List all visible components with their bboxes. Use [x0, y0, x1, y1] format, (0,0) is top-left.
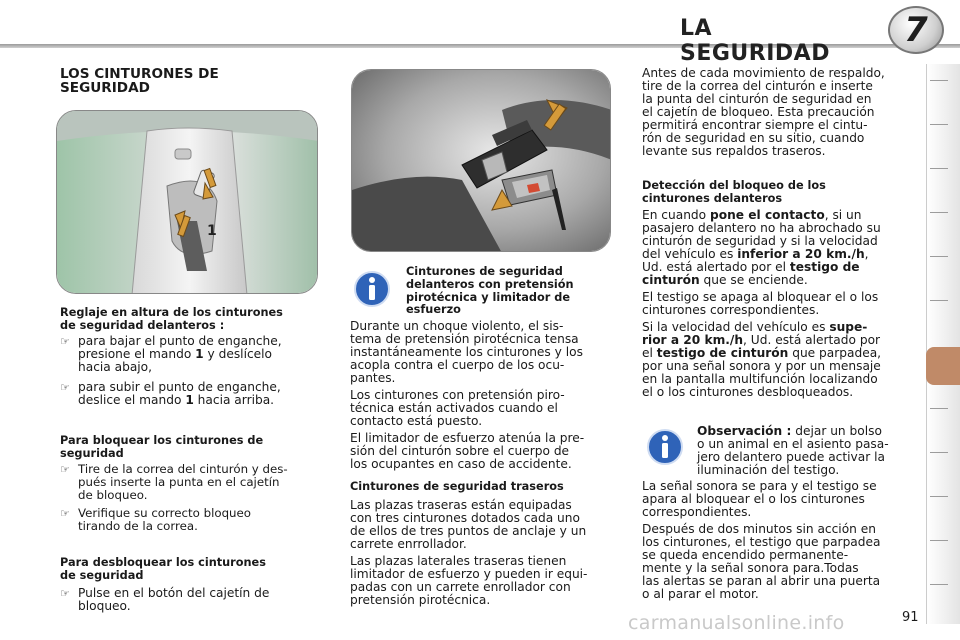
tab-divider [930, 168, 948, 169]
tab-divider [930, 540, 948, 541]
right-column-bottom [642, 480, 906, 601]
chapter-tab-active[interactable] [926, 347, 960, 385]
info-icon [646, 428, 684, 466]
right-column [642, 67, 906, 399]
paragraph: Antes de cada movimiento de respaldo, tire de la correa del cinturón e inserte la punta del cinturón de seguridad en el cajetín de bloqueo. Esta precaución permitirá encontrar siempre el cintu- rón de seguridad en su sitio, cuando levante sus repaldos traseros. [642, 66, 885, 158]
lock-instructions [58, 463, 320, 533]
tab-divider [930, 496, 948, 497]
lock-heading: Para bloquear los cinturones de seguridad [60, 434, 264, 460]
paragraph: La señal sonora se para y el testigo se apara al bloquear el o los cinturones correspondientes. [642, 479, 877, 519]
pretensioner-text [350, 320, 614, 607]
list-item: ☞ para subir el punto de enganche, deslice el mando 1 hacia arriba. [60, 380, 281, 407]
adjust-instructions [58, 335, 320, 407]
tab-divider [930, 80, 948, 81]
list-item: ☞ Tire de la correa del cinturón y des- pués inserte la punta en el cajetín de bloqueo. [60, 462, 288, 502]
watermark: carmanualsonline.info [628, 612, 845, 634]
list-item: ☞ para bajar el punto de enganche, presione el mando 1 y deslícelo hacia abajo, [60, 334, 282, 374]
tab-divider [930, 256, 948, 257]
paragraph: Las plazas laterales traseras tienen limitador de esfuerzo y pueden ir equi- padas con un carrete enrollador con pretensión pirotécnica. [350, 553, 588, 607]
belt-height-adjust-illustration [56, 110, 318, 294]
pointing-hand-icon: ☞ [60, 335, 70, 348]
page-heading: LOS CINTURONES DE SEGURIDAD [60, 66, 219, 96]
tab-divider [930, 452, 948, 453]
paragraph: En cuando pone el contacto, si un pasajero delantero no ha abrochado su cinturón de seguridad y si la velocidad del vehículo es inferior a 20 km./h, Ud. está alertado por el testigo de cinturón que se enciende. [642, 208, 881, 287]
pretensioner-heading: Cinturones de seguridad delanteros con pretensión pirotécnica y limitador de esfuerzo [406, 265, 574, 317]
figure-callout-1: 1 [207, 223, 217, 239]
pointing-hand-icon: ☞ [60, 463, 70, 476]
info-icon [353, 270, 391, 308]
paragraph: El testigo se apaga al bloquear el o los cinturones correspondientes. [642, 290, 879, 317]
paragraph: El limitador de esfuerzo atenúa la pre- sión del cinturón sobre el cuerpo de los ocupantes en caso de accidente. [350, 431, 585, 471]
unlock-instructions [58, 587, 320, 613]
detection-heading: Detección del bloqueo de los cinturones delanteros [642, 179, 826, 205]
pointing-hand-icon: ☞ [60, 507, 70, 520]
section-title: LA SEGURIDAD [680, 16, 830, 66]
paragraph: Después de dos minutos sin acción en los cinturones, el testigo que parpadea se queda encendido permanente- mente y la señal sonora para.Todas las alertas se paran al abrir una puerta o al parar el motor. [642, 522, 881, 601]
adjust-heading: Reglaje en altura de los cinturones de seguridad delanteros : [60, 306, 283, 332]
paragraph: Si la velocidad del vehículo es supe- rior a 20 km./h, Ud. está alertado por el testigo de cinturón que parpadea, por una señal sonora y por un mensaje en la pantalla multifunción localizando el o los cinturones desbloqueados. [642, 320, 882, 399]
paragraph: Los cinturones con pretensión piro- técnica están activados cuando el contacto está puesto. [350, 388, 565, 428]
rear-belts-heading: Cinturones de seguridad traseros [350, 480, 564, 493]
tab-divider [930, 408, 948, 409]
pointing-hand-icon: ☞ [60, 587, 70, 600]
observation-note: Observación : dejar un bolso o un animal en el asiento pasa- jero delantero puede activar la iluminación del testigo. [697, 424, 889, 477]
tab-divider [930, 584, 948, 585]
pointing-hand-icon: ☞ [60, 381, 70, 394]
list-item: ☞ Pulse en el botón del cajetín de bloqueo. [60, 586, 270, 613]
paragraph: Durante un choque violento, el sis- tema de pretensión pirotécnica tensa instantáneamente los cinturones y los acopla contra el cuerpo de los ocu- pantes. [350, 319, 583, 385]
tab-divider [930, 212, 948, 213]
tab-divider [930, 300, 948, 301]
chapter-badge: 7 [888, 6, 944, 54]
paragraph: Las plazas traseras están equipadas con tres cinturones dotados cada uno de ellos de tres puntos de anclaje y un carrete enrrollador. [350, 497, 587, 551]
list-item: ☞ Verifique su correcto bloqueo tirando de la correa. [60, 506, 252, 533]
page-number: 91 [902, 610, 919, 625]
seat-belt-buckle-illustration [351, 69, 611, 252]
unlock-heading: Para desbloquear los cinturones de seguridad [60, 556, 266, 582]
tab-divider [930, 124, 948, 125]
